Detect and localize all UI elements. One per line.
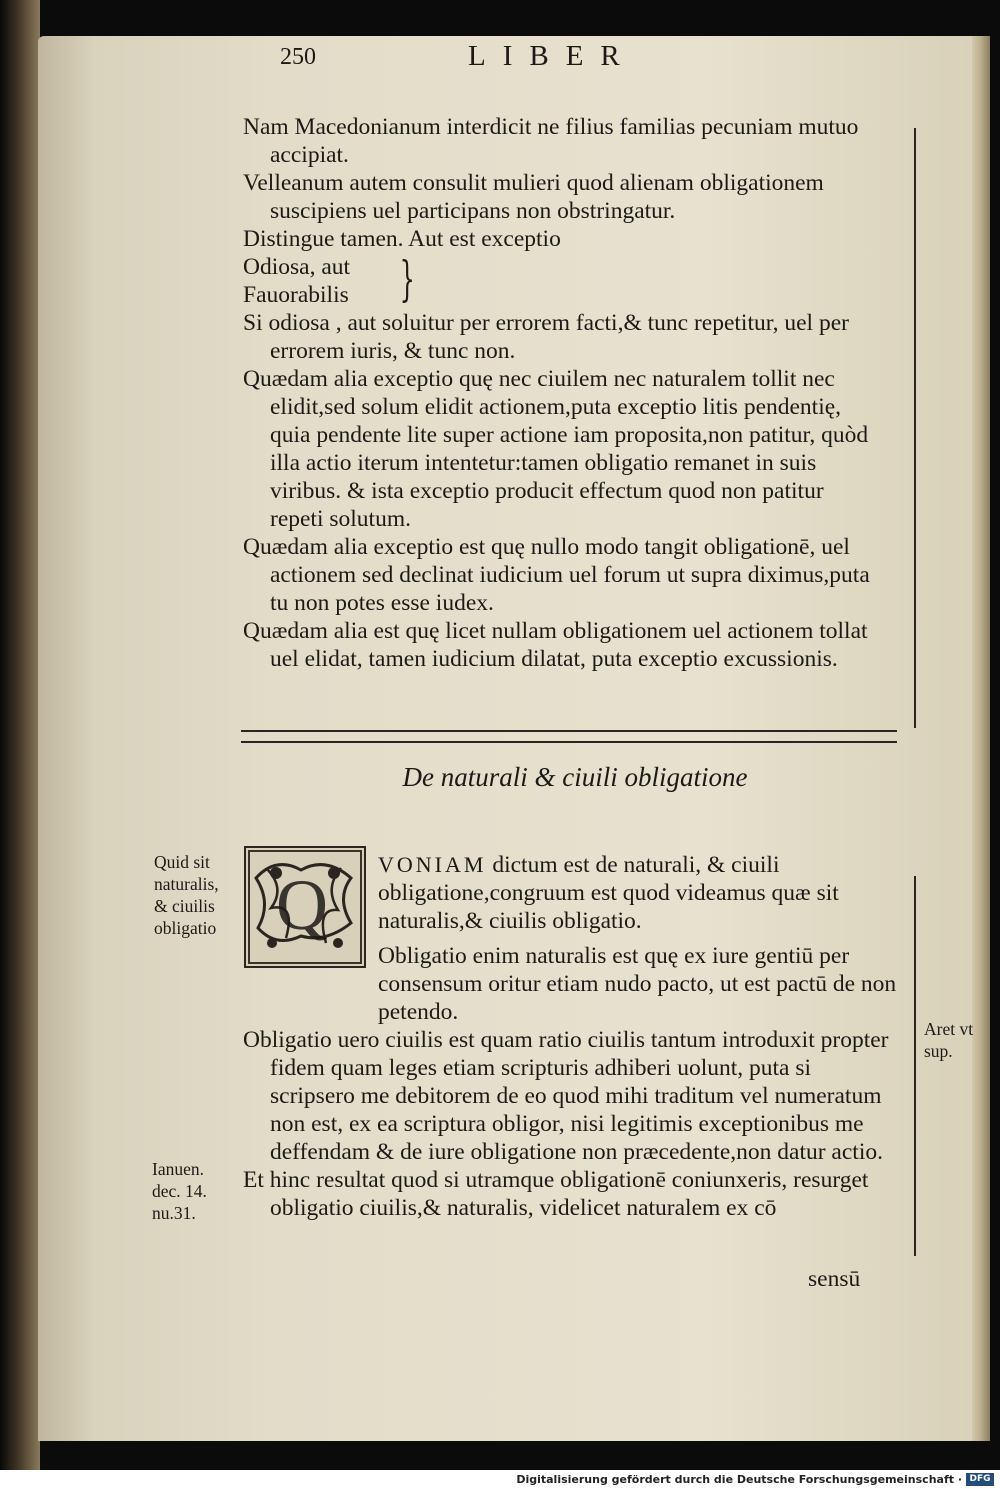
opening-caps: VONIAM bbox=[378, 852, 487, 877]
section-body-first bbox=[378, 942, 900, 1026]
paragraph: Et hinc resultat quod si utramque obligationē coniunxeris, resurget obligatio ciuilis,& naturalis, videlicet naturalem ex cō bbox=[243, 1167, 869, 1221]
section-title: De naturali & ciuili obligatione bbox=[402, 762, 748, 792]
divider-rule bbox=[241, 741, 897, 743]
paragraph: Nam Macedonianum interdicit ne filius familias pecuniam mutuo accipiat. bbox=[243, 114, 859, 168]
paragraph: Velleanum autem consulit mulieri quod alienam obligationem suscipiens uel participans non obstringatur. bbox=[243, 170, 824, 224]
page-edge bbox=[972, 36, 990, 1441]
option-line: Fauorabilis bbox=[243, 282, 349, 308]
opening-rest: dictum est de naturali, & ciuili obligatione,congruum est quod videamus quæ sit naturalis,& ciuilis obligatio. bbox=[378, 852, 839, 934]
section-opening bbox=[378, 851, 900, 935]
margin-rule-bottom bbox=[914, 876, 916, 1256]
paragraph: Obligatio uero ciuilis est quam ratio ciuilis tantum introduxit propter fidem quam leges etiam scripturis adhiberi uolunt, puta si scripsero me debitorem de eo quod mihi traditum vel numeratum non est, ex ea scriptura obligor, nisi legitimis exceptionibus me deffendam & de iure obligatione non præcedente,non datur actio. bbox=[243, 1027, 889, 1165]
paragraph: Si odiosa , aut soluitur per errorem facti,& tunc repetitur, uel per errorem iuris, & tunc non. bbox=[243, 310, 849, 364]
paragraph: Quædam alia est quę licet nullam obligationem uel actionem tollat uel elidat, tamen iudicium dilatat, puta exceptio excussionis. bbox=[243, 618, 868, 672]
ornamental-initial bbox=[244, 846, 366, 968]
option-line: Odiosa, aut bbox=[243, 254, 351, 280]
page-number: 250 bbox=[280, 44, 316, 70]
footer-bar bbox=[0, 1470, 1000, 1489]
top-text-block bbox=[243, 113, 883, 673]
paragraph: Distingue tamen. Aut est exceptio bbox=[243, 226, 561, 252]
paragraph: Quædam alia exceptio est quę nullo modo tangit obligationē, uel actionem sed declinat iudicium uel forum ut supra diximus,puta tu non potes esse iudex. bbox=[243, 534, 870, 616]
book-spine bbox=[0, 0, 40, 1470]
margin-note-right: Aret vt sup. bbox=[924, 1019, 974, 1061]
catchword: sensū bbox=[808, 1266, 861, 1292]
paragraph: Obligatio enim naturalis est quę ex iure gentiū per consensum oritur etiam nudo pacto, ut est pactū de non petendo. bbox=[378, 943, 897, 1025]
margin-note-left-bottom: Ianuen. dec. 14. nu.31. bbox=[152, 1159, 207, 1223]
margin-rule-top bbox=[914, 128, 916, 728]
running-head-title: LIBER bbox=[468, 40, 637, 72]
divider-rule bbox=[241, 730, 897, 732]
paragraph: Quædam alia exceptio quę nec ciuilem nec naturalem tollit nec elidit,sed solum elidit actionem,puta exceptio litis pendentię, quia pendente lite super actione iam proposita,non patitur, quòd illa actio iterum intentetur:tamen obligatio remanet in suis viribus. & ista exceptio producit effectum quod non patitur repeti solutum. bbox=[243, 366, 869, 532]
footer-credit: Digitalisierung gefördert durch die Deutsche Forschungsgemeinschaft · bbox=[516, 1473, 962, 1486]
options-brace: } bbox=[399, 251, 415, 307]
dfg-logo-icon: DFG bbox=[966, 1473, 994, 1486]
initial-letter: Q bbox=[276, 865, 328, 945]
margin-note-left-top: Quid sit naturalis, & ciuilis obligatio bbox=[154, 852, 219, 938]
running-header bbox=[243, 40, 903, 76]
section-body bbox=[243, 1026, 901, 1222]
